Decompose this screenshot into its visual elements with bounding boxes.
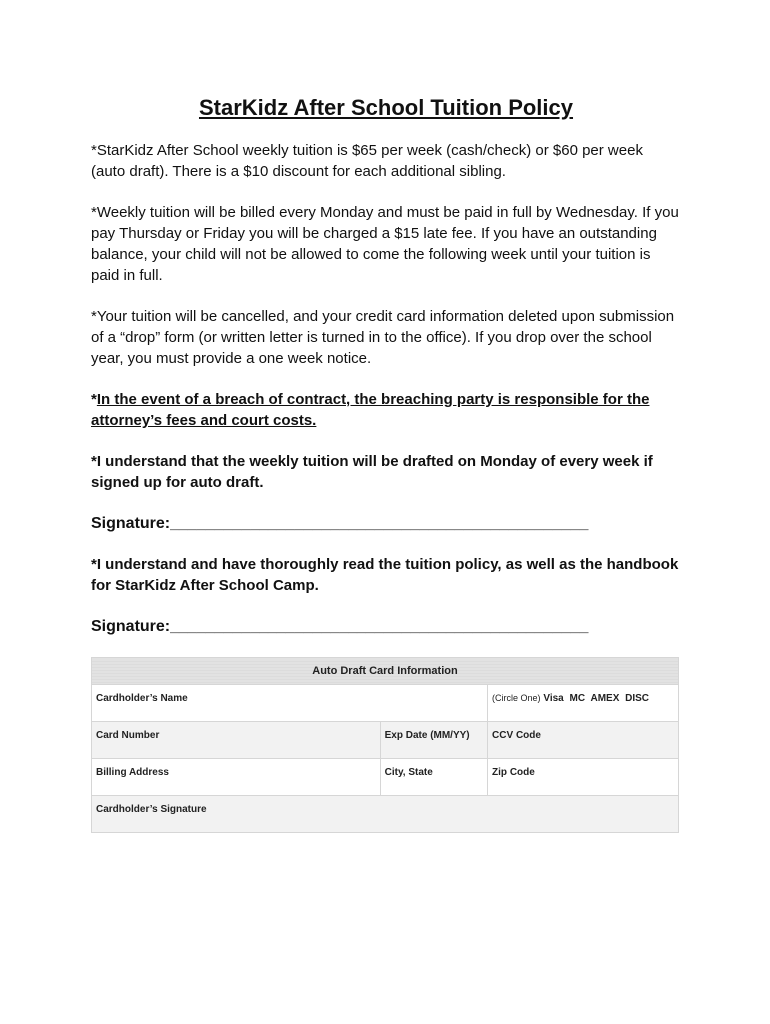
handbook-acknowledgement: *I understand and have thoroughly read the tuition policy, as well as the handbook for StarKidz After School Camp. — [91, 556, 679, 594]
card-type-options: Visa MC AMEX DISC — [543, 693, 650, 704]
card-info-table — [91, 657, 679, 833]
card-number-row — [92, 722, 679, 759]
exp-date-label: Exp Date (MM/YY) — [384, 730, 470, 741]
card-number-label: Card Number — [96, 730, 160, 741]
billing-address-row — [92, 759, 679, 796]
zip-code-label: Zip Code — [492, 767, 535, 778]
cardholder-name-row — [92, 685, 679, 722]
signature-line-2[interactable]: Signature:_______________________________________________ — [91, 618, 589, 635]
cardholder-name-field[interactable] — [92, 685, 488, 722]
ccv-code-label: CCV Code — [492, 730, 541, 741]
cardholder-signature-field[interactable] — [92, 796, 679, 833]
zip-code-field[interactable] — [488, 759, 679, 796]
ccv-code-field[interactable] — [488, 722, 679, 759]
exp-date-field[interactable] — [380, 722, 487, 759]
breach-paragraph — [91, 389, 681, 431]
city-state-field[interactable] — [380, 759, 487, 796]
auto-draft-acknowledgement: *I understand that the weekly tuition will be drafted on Monday of every week if signed up for auto draft. — [91, 453, 653, 491]
signature-line-1[interactable]: Signature:_______________________________________________ — [91, 515, 589, 532]
cardholder-name-label: Cardholder’s Name — [96, 693, 188, 704]
card-number-field[interactable] — [92, 722, 381, 759]
page-title: StarKidz After School Tuition Policy — [198, 95, 574, 120]
card-table-header-row — [92, 658, 679, 685]
billing-address-label: Billing Address — [96, 767, 169, 778]
circle-one-note: (Circle One) — [492, 693, 541, 703]
cancellation-paragraph: *Your tuition will be cancelled, and your credit card information deleted upon submission of a “drop” form (or written letter is turned in to the office). If you drop over the school year, you must provide a one week notice. — [91, 308, 675, 367]
card-table-header: Auto Draft Card Information — [92, 658, 679, 685]
policy-document — [91, 94, 681, 657]
city-state-label: City, State — [384, 767, 433, 778]
card-type-field[interactable] — [488, 685, 679, 722]
cardholder-signature-label: Cardholder’s Signature — [96, 804, 207, 815]
breach-text: In the event of a breach of contract, the breaching party is responsible for the attorney’s fees and court costs. — [91, 391, 650, 429]
billing-paragraph: *Weekly tuition will be billed every Monday and must be paid in full by Wednesday. If you pay Thursday or Friday you will be charged a $15 late fee. If you have an outstanding balance, your child will not be allowed to come the following week until your tuition is paid in full. — [91, 204, 679, 284]
billing-address-field[interactable] — [92, 759, 381, 796]
breach-prefix: * — [91, 391, 97, 408]
tuition-rate-paragraph: *StarKidz After School weekly tuition is $65 per week (cash/check) or $60 per week (auto draft). There is a $10 discount for each additional sibling. — [91, 142, 643, 180]
cardholder-signature-row — [92, 796, 679, 833]
